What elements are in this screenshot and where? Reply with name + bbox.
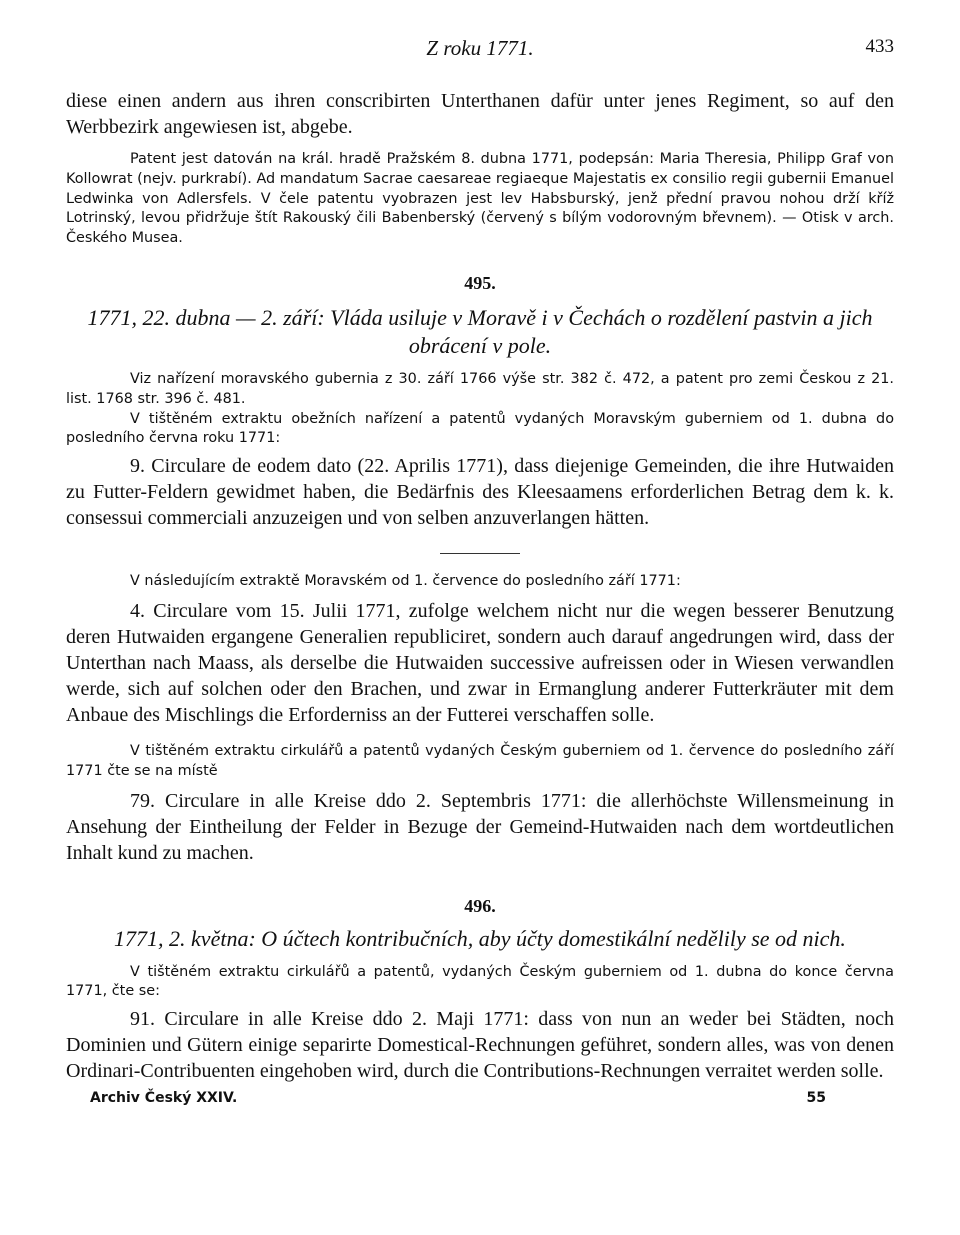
paragraph-circular-79: 79. Circulare in alle Kreise ddo 2. Septembris 1771: die allerhöchste Willensmeinung in Ansehung der Eintheilung der Felder in Bezuge der Gemeind-Hutwaiden nach dem wortdeutlichen Inhalt kund zu machen. [66,789,894,864]
running-title: Z roku 1771. [426,36,534,60]
note-extract-moravia: V tištěném extraktu obežních nařízení a patentů vydaných Moravským guberniem od 1. dubna do posledního června roku 1771: [66,410,894,447]
document-page [66,36,894,1114]
section-number-496: 496. [464,895,496,916]
note-extract-july: V následujícím extraktě Moravském od 1. července do posledního září 1771: [130,573,681,590]
paragraph-continuation: diese einen andern aus ihren conscribirten Unterthanen dafür unter jenes Regiment, so auf den Werbbezirk angewiesen ist, abgebe. [66,90,894,138]
note-extract-bohemia: V tištěném extraktu cirkulářů a patentů vydaných Českým guberniem od 1. července do posledního září 1771 čte se na místě [66,742,894,779]
paragraph-circular-91: 91. Circulare in alle Kreise ddo 2. Maji 1771: dass von nun an weder bei Städten, noch Dominien und Gütern einige separirte Domestical-Rechnungen geführet, sondern alles, was von denen Ordinari-Contribuenten eingehoben wird, durch die Contributions-Rechnungen verraitet werden solle. [66,1008,894,1083]
note-extract-april: V tištěném extraktu cirkulářů a patentů, vydaných Českým guberniem od 1. dubna do konce června 1771, čte se: [66,963,894,1000]
paragraph-circular-4: 4. Circulare vom 15. Julii 1771, zufolge welchem nicht nur die wegen besserer Benutzung deren Hutwaiden ergangene Generalien republiciret, sondern auch darauf angedrungen wird, dass der Unterthan nach Maass, als derselbe die Hutwaiden successive aufreissen oder in Wiesen verwandlen werde, sich auf solchen oder den Brachen, und zwar in Ermanglung anderer Futterkräuter mit dem Anbaue des Mischlings die Erforderniss an der Futterei verschaffen solle. [66,599,894,726]
footer-signature: Archiv Český XXIV. [90,1090,238,1107]
note-patent-date: Patent jest datován na král. hradě Pražském 8. dubna 1771, podepsán: Maria Theresia, Philipp Graf von Kollowrat (nejv. purkrabí). Ad mandatum Sacrae caesareae regiaeque Majestatis ex consilio regii gubernii Emanuel Ledwinka von Adlersfels. V čele patentu vyobrazen jest lev Habsburský, jenž přední pravou nohou drží kříž Lotrinský, levou přidržuje štít Rakouský čili Babenberský (červený s bílým vodorovným břevnem). — Otisk v arch. Českého Musea. [66,151,894,247]
running-head [66,36,894,66]
section-title-496: 1771, 2. května: O účtech kontribučních, aby účty domestikální nedělily se od nich. [114,925,846,951]
section-number-495: 495. [464,272,496,293]
section-divider [440,553,520,554]
footer-sheet-number: 55 [806,1090,826,1107]
section-title-495: 1771, 22. dubna — 2. září: Vláda usiluje v Moravě i v Čechách o rozdělení pastvin a jich obrácení v pole. [87,304,873,358]
page-footer [66,1090,894,1114]
paragraph-circular-9: 9. Circulare de eodem dato (22. Aprilis 1771), dass diejenige Gemeinden, die ihre Hutwaiden zu Futter-Feldern gewidmet haben, die Bedärfnis des Kleesaamens erforderlichen Betrag dem k. k. consessui commerciali anzuzeigen und von selben anzuverlangen hätten. [66,455,894,530]
page-number: 433 [865,36,894,57]
note-reference: Viz nařízení moravského gubernia z 30. září 1766 výše str. 382 č. 472, a patent pro zemi Českou z 21. list. 1768 str. 396 č. 481. [66,370,894,407]
